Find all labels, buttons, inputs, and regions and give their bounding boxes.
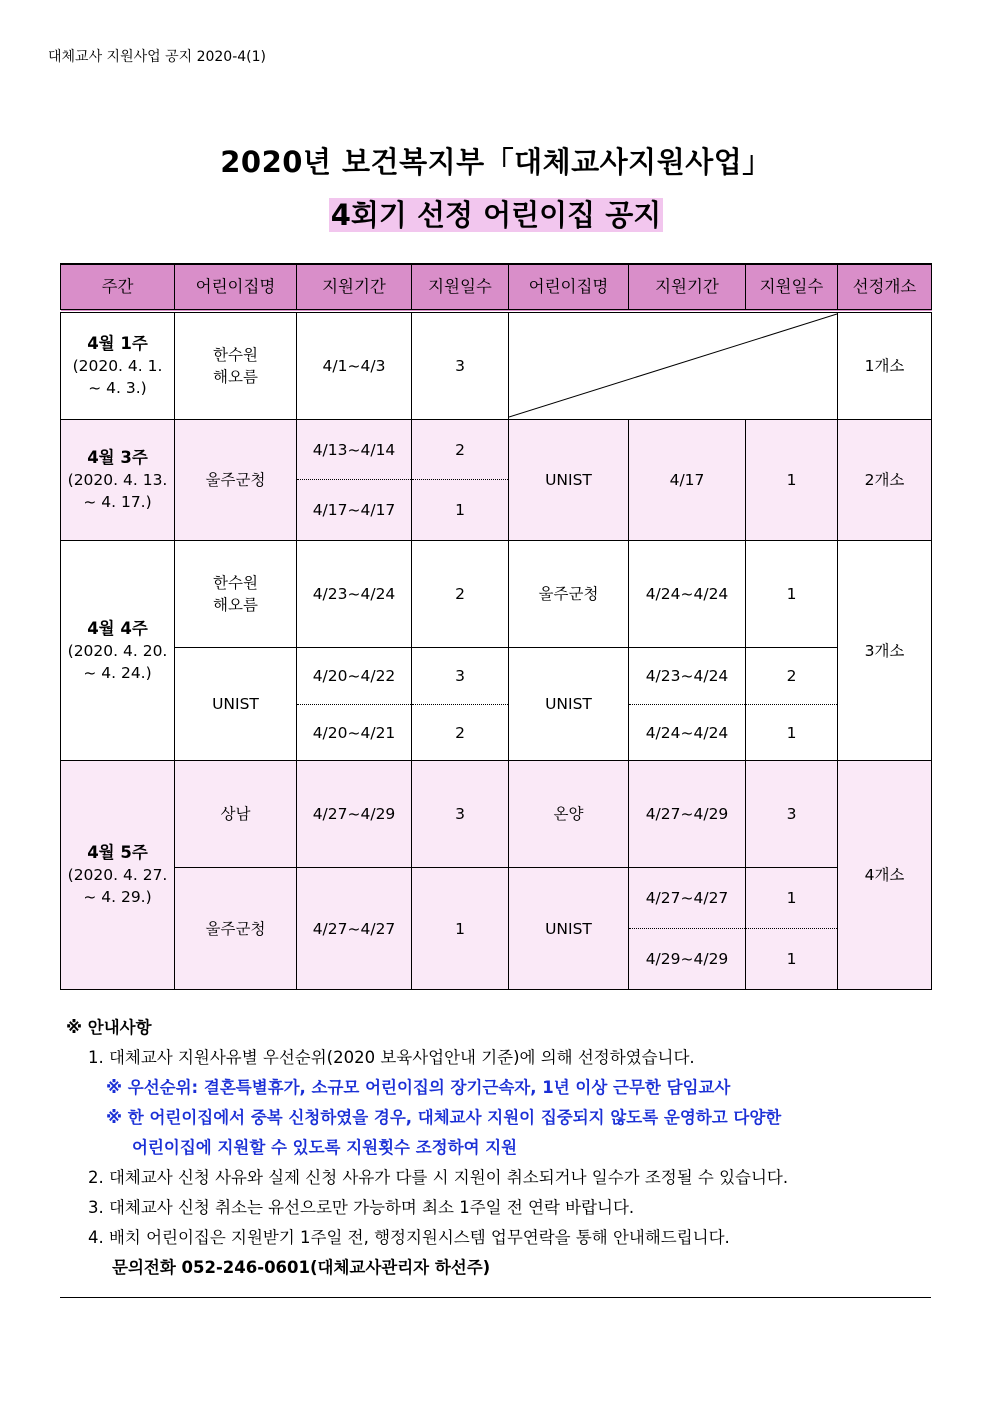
center-name: UNIST (509, 648, 629, 761)
support-days: 1 (746, 868, 838, 929)
support-period: 4/20~4/21 (297, 705, 412, 761)
week-range-start: (2020. 4. 1. (72, 357, 163, 375)
week-range-end: ~ 4. 29.) (83, 888, 152, 906)
center-name-line2: 해오름 (213, 596, 258, 614)
week-range-start: (2020. 4. 13. (67, 471, 168, 489)
notice-item-1: 1. 대체교사 지원사유별 우선순위(2020 보육사업안내 기준)에 의해 선정하였습니다. (88, 1048, 695, 1067)
week-range-start: (2020. 4. 27. (67, 866, 168, 884)
center-name: UNIST (509, 868, 629, 990)
center-name-line2: 해오름 (213, 368, 258, 386)
empty-diagonal-cell (509, 311, 838, 420)
document-title: 2020년 보건복지부「대체교사지원사업」 (220, 145, 772, 179)
support-period: 4/29~4/29 (629, 929, 746, 990)
header-center-name-2: 어린이집명 (509, 264, 629, 311)
support-days: 1 (746, 705, 838, 761)
center-name: 상남 (175, 761, 297, 868)
support-period: 4/27~4/27 (629, 868, 746, 929)
table-row (61, 420, 932, 480)
week-range-end: ~ 4. 17.) (83, 493, 152, 511)
center-name-line1: 한수원 (213, 574, 258, 592)
support-period: 4/17 (629, 420, 746, 541)
selected-count: 2개소 (838, 420, 932, 541)
header-period: 지원기간 (297, 264, 412, 311)
support-period: 4/17~4/17 (297, 480, 412, 541)
support-days: 1 (412, 480, 509, 541)
week-label: 4월 4주 (87, 618, 148, 638)
week-range-end: ~ 4. 3.) (88, 379, 147, 397)
week-cell (61, 541, 175, 761)
support-period: 4/27~4/29 (297, 761, 412, 868)
diagonal-line (509, 313, 837, 419)
selection-table (60, 263, 932, 990)
header-period-2: 지원기간 (629, 264, 746, 311)
support-period: 4/27~4/29 (629, 761, 746, 868)
center-name: UNIST (175, 648, 297, 761)
support-days: 1 (412, 868, 509, 990)
notice-section (66, 1013, 788, 1283)
support-period: 4/24~4/24 (629, 541, 746, 648)
notice-sub-2: ※ 한 어린이집에서 중복 신청하였을 경우, 대체교사 지원이 집중되지 않도록 운영하고 다양한 (106, 1108, 782, 1127)
center-name: 울주군청 (509, 541, 629, 648)
support-days: 2 (412, 420, 509, 480)
support-days: 3 (412, 648, 509, 705)
header-count: 선정개소 (838, 264, 932, 311)
document-subtitle (0, 193, 992, 234)
header-center-name: 어린이집명 (175, 264, 297, 311)
table-header-row (61, 264, 932, 311)
header-week: 주간 (61, 264, 175, 311)
header-days: 지원일수 (412, 264, 509, 311)
support-days: 2 (746, 648, 838, 705)
support-days: 3 (412, 311, 509, 420)
support-period: 4/1~4/3 (297, 311, 412, 420)
support-period: 4/24~4/24 (629, 705, 746, 761)
center-name: 울주군청 (175, 868, 297, 990)
table-row (61, 761, 932, 868)
week-cell (61, 761, 175, 990)
selected-count: 1개소 (838, 311, 932, 420)
support-days: 2 (412, 541, 509, 648)
center-name-line1: 한수원 (213, 346, 258, 364)
week-label: 4월 5주 (87, 843, 148, 862)
table-row (61, 541, 932, 648)
notice-item-3: 3. 대체교사 신청 취소는 유선으로만 가능하며 최소 1주일 전 연락 바랍니다. (88, 1198, 635, 1217)
bottom-divider (60, 1297, 931, 1298)
support-period: 4/27~4/27 (297, 868, 412, 990)
support-period: 4/23~4/24 (297, 541, 412, 648)
support-days: 3 (746, 761, 838, 868)
week-cell (61, 311, 175, 420)
subtitle-highlight: 4회기 선정 어린이집 공지 (330, 198, 662, 232)
center-name: 온양 (509, 761, 629, 868)
week-range-end: ~ 4. 24.) (83, 663, 152, 682)
support-days: 1 (746, 420, 838, 541)
center-name: 울주군청 (175, 420, 297, 541)
selected-count: 4개소 (838, 761, 932, 990)
notice-item-2: 2. 대체교사 신청 사유와 실제 신청 사유가 다를 시 지원이 취소되거나 일수가 조정될 수 있습니다. (88, 1168, 789, 1187)
week-range-start: (2020. 4. 20. (67, 641, 168, 660)
selected-count: 3개소 (838, 541, 932, 761)
table-row (61, 648, 932, 705)
week-label: 4월 1주 (87, 334, 148, 353)
notice-heading: ※ 안내사항 (66, 1018, 152, 1037)
center-name (175, 541, 297, 648)
header-days-2: 지원일수 (746, 264, 838, 311)
document-code: 대체교사 지원사업 공지 2020-4(1) (48, 49, 267, 65)
week-label: 4월 3주 (87, 448, 148, 467)
support-period: 4/23~4/24 (629, 648, 746, 705)
table-row (61, 311, 932, 420)
support-days: 2 (412, 705, 509, 761)
contact-info: 문의전화 052-246-0601(대체교사관리자 하선주) (112, 1258, 491, 1277)
notice-sub-1: ※ 우선순위: 결혼특별휴가, 소규모 어린이집의 장기근속자, 1년 이상 근무한 담임교사 (106, 1078, 731, 1097)
support-period: 4/13~4/14 (297, 420, 412, 480)
support-days: 1 (746, 541, 838, 648)
notice-item-4: 4. 배치 어린이집은 지원받기 1주일 전, 행정지원시스템 업무연락을 통해 안내해드립니다. (88, 1228, 730, 1247)
support-period: 4/20~4/22 (297, 648, 412, 705)
support-days: 3 (412, 761, 509, 868)
center-name (175, 311, 297, 420)
notice-sub-2-cont: 어린이집에 지원할 수 있도록 지원횟수 조정하여 지원 (132, 1138, 518, 1157)
support-days: 1 (746, 929, 838, 990)
table-row (61, 868, 932, 929)
center-name: UNIST (509, 420, 629, 541)
week-cell (61, 420, 175, 541)
